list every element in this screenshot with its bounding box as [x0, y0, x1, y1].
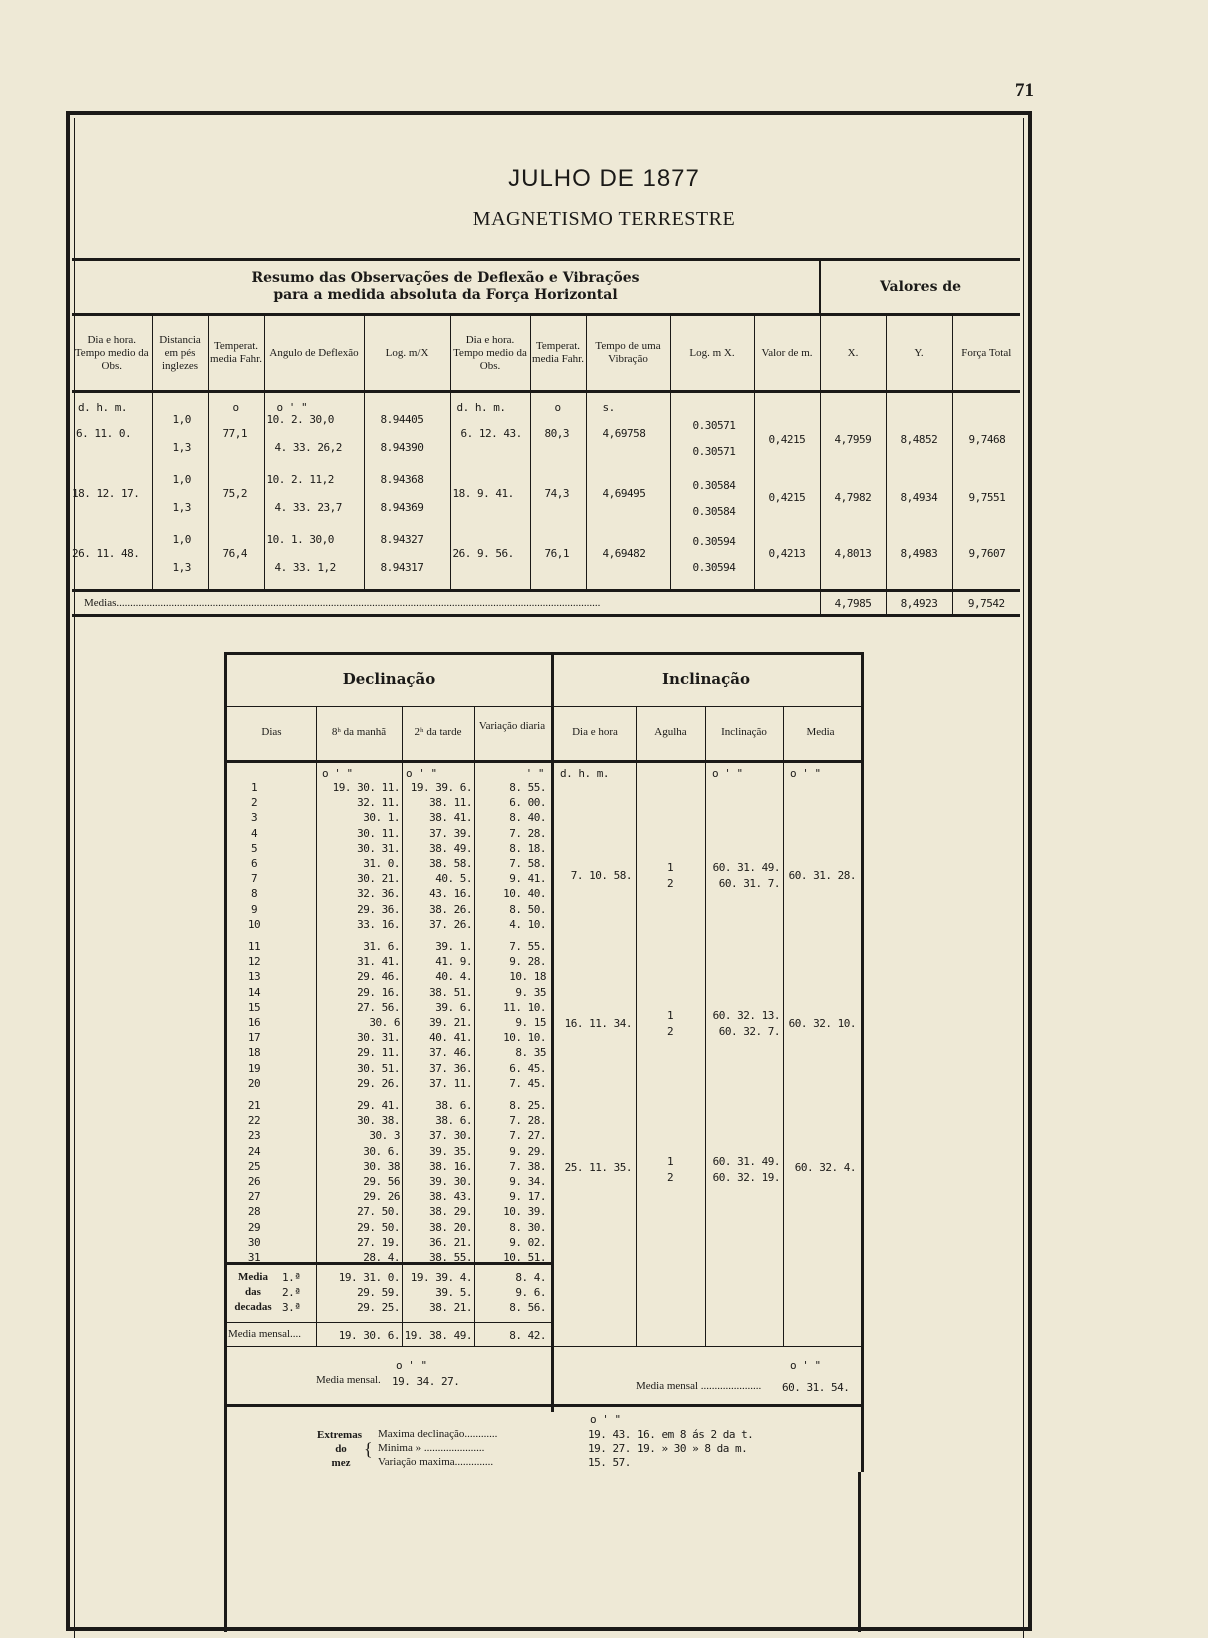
decl-manha: 31. 6. [363, 940, 400, 953]
unit-deg-2: o [554, 401, 561, 414]
decl-variacao: 11. 10. [503, 1000, 546, 1014]
resumo-dia-hora-2: 26. 9. 56. [452, 547, 514, 560]
decl-manha: 30. 6. [363, 1144, 400, 1158]
extremas-maxima-value: 19. 43. 16. em 8 ás 2 da t. [588, 1428, 754, 1441]
decl-variacao: 4. 10. [509, 917, 546, 931]
resumo-forca: 9,7468 [968, 433, 1006, 446]
divider [227, 760, 861, 763]
decl-dia: 15 [247, 1000, 261, 1014]
decl-variacao: 9. 29. [509, 1144, 546, 1158]
incl-dia-hora: 25. 11. 35. [564, 1161, 632, 1174]
incl-dia-hora: 7. 10. 58. [570, 869, 632, 882]
decl-manha: 29. 36. [357, 902, 400, 916]
extremas-maxima-label: Maxima declinação............ [378, 1428, 498, 1440]
decl-tarde: 38. 11. [429, 796, 472, 810]
decl-tarde: 38. 20. [429, 1220, 472, 1234]
incl-media: 60. 31. 28. [788, 869, 856, 882]
extremas-label: Extremas do mez [316, 1429, 362, 1469]
unit-tarde: o ' " [406, 767, 437, 780]
resumo-log: 8.94405 [380, 413, 424, 426]
decl-tarde: 39. 21. [429, 1016, 472, 1029]
col-y: Y. [886, 315, 952, 392]
inclinacao-title: Inclinação [662, 670, 750, 688]
decl-tarde: 38. 6. [435, 1114, 472, 1128]
incl-media: 60. 32. 10. [788, 1017, 856, 1030]
decl-dia: 12 [247, 955, 261, 969]
decl-variacao: 9. 34. [509, 1175, 546, 1188]
decl-manha: 30. 38. [357, 1114, 400, 1128]
unit-extremas: o ' " [590, 1413, 621, 1426]
col-dia-hora: Dia e hora [572, 726, 618, 738]
decl-manha: 29. 16. [357, 985, 400, 999]
decl-dia: 31 [247, 1251, 261, 1264]
decada-ordinal: 2.ª [282, 1286, 301, 1299]
decl-manha: 33. 16. [357, 917, 400, 931]
decl-variacao: 8. 50. [509, 902, 546, 916]
decl-variacao: 7. 27. [509, 1129, 546, 1143]
decl-manha: 31. 41. [357, 955, 400, 969]
col-x: X. [820, 315, 886, 392]
box-border-right [858, 1472, 861, 1632]
col-inclinacao: Inclinação [721, 726, 767, 738]
decl-manha: 28. 4. [363, 1251, 400, 1264]
extremas-brace: { [364, 1439, 373, 1459]
decl-tarde: 43. 16. [429, 887, 472, 901]
unit-incl-total: o ' " [790, 1359, 821, 1372]
resumo-tempo: 4,69482 [602, 547, 646, 560]
decl-variacao: 8. 55. [509, 781, 546, 794]
decl-manha: 19. 30. 11. [332, 781, 400, 794]
medias-y: 8,4923 [886, 591, 952, 616]
col-temperat: Temperat. media Fahr. [208, 315, 264, 392]
decl-tarde: 38. 49. [429, 841, 472, 855]
resumo-log-mX: 0.30594 [692, 535, 736, 548]
incl-value: 60. 32. 19. [712, 1171, 780, 1184]
decl-manha: 30. 11. [357, 826, 400, 840]
col-log-mX: Log. m X. [670, 315, 754, 392]
col-dias: Dias [261, 726, 282, 738]
media-mensal-label: Media mensal.... [228, 1328, 302, 1340]
decl-variacao: 7. 38. [509, 1159, 546, 1173]
col-angulo: Angulo de Deflexão [264, 315, 364, 392]
box-border-left [224, 1472, 227, 1632]
resumo-dia-hora-2: 18. 9. 41. [452, 487, 514, 500]
incl-agulha: 1 [666, 861, 674, 874]
decl-manha: 30. 31. [357, 1031, 400, 1045]
unit-incl-dhm: d. h. m. [560, 767, 609, 780]
resumo-log-mX: 0.30584 [692, 479, 736, 492]
unit-variacao: ' " [525, 767, 544, 780]
page-subtitle: MAGNETISMO TERRESTRE [472, 208, 736, 230]
incl-media: 60. 32. 4. [794, 1161, 856, 1174]
page-title: JULHO DE 1877 [508, 165, 700, 192]
decl-variacao: 8. 40. [509, 811, 546, 825]
media-mensal-variacao: 8. 42. [509, 1329, 546, 1342]
decl-variacao: 7. 55. [509, 940, 546, 953]
decl-tarde: 40. 41. [429, 1031, 472, 1045]
decl-tarde: 37. 30. [429, 1129, 472, 1143]
decl-dia: 16 [247, 1016, 261, 1029]
resumo-dia-hora: 6. 11. 0. [76, 427, 132, 440]
resumo-valor-m: 0,4215 [768, 433, 806, 446]
decl-tarde: 37. 39. [429, 826, 472, 840]
divider [636, 706, 637, 1346]
decl-dia: 2 [250, 796, 258, 810]
unit-manha: o ' " [322, 767, 353, 780]
col-tarde: 2ʰ da tarde [414, 726, 462, 738]
resumo-temp: 75,2 [222, 487, 247, 500]
decl-manha: 27. 50. [357, 1205, 400, 1219]
decl-dia: 11 [247, 940, 261, 953]
resumo-log: 8.94369 [380, 501, 424, 514]
resumo-dist: 1,0 [172, 533, 191, 546]
decl-dia: 4 [250, 826, 258, 840]
col-agulha: Agulha [654, 726, 687, 738]
decl-tarde: 38. 16. [429, 1159, 472, 1173]
resumo-log-mX: 0.30571 [692, 419, 736, 432]
decl-dia: 21 [247, 1099, 261, 1112]
decl-variacao: 8. 35 [515, 1046, 546, 1060]
divider [783, 706, 784, 1346]
incl-value: 60. 31. 49. [712, 1155, 780, 1168]
incl-agulha: 2 [666, 877, 674, 890]
extremas-minima-value: 19. 27. 19. » 30 » 8 da m. [588, 1442, 748, 1455]
decl-dia: 23 [247, 1129, 261, 1143]
incl-agulha: 1 [666, 1009, 674, 1022]
decl-manha: 29. 50. [357, 1220, 400, 1234]
incl-value: 60. 31. 49. [712, 861, 780, 874]
resumo-dist: 1,0 [172, 473, 191, 486]
resumo-log: 8.94317 [380, 561, 424, 574]
decl-dia: 19 [247, 1061, 261, 1075]
resumo-forca: 9,7607 [968, 547, 1006, 560]
divider [227, 1404, 861, 1407]
divider [227, 1322, 551, 1323]
decl-variacao: 8. 25. [509, 1099, 546, 1112]
declinacao-title: Declinação [342, 670, 436, 688]
decl-dia: 29 [247, 1220, 261, 1234]
incl-media-mensal-value: 60. 31. 54. [782, 1381, 850, 1394]
decl-manha: 30. 6 [369, 1016, 400, 1029]
media-mensal-total-value: 19. 34. 27. [392, 1375, 460, 1388]
col-manha: 8ʰ da manhã [331, 726, 387, 738]
resumo-valor-m: 0,4213 [768, 547, 806, 560]
resumo-x: 4,8013 [834, 547, 872, 560]
resumo-table [72, 258, 1020, 617]
decl-manha: 30. 1. [363, 811, 400, 825]
decl-dia: 27 [247, 1190, 261, 1204]
decl-variacao: 10. 18 [509, 970, 546, 984]
decl-manha: 29. 46. [357, 970, 400, 984]
resumo-temp-2: 76,1 [544, 547, 569, 560]
incl-value: 60. 31. 7. [718, 877, 780, 890]
decl-variacao: 7. 58. [509, 857, 546, 870]
media-mensal-tarde: 19. 38. 49. [404, 1329, 472, 1342]
incl-value: 60. 32. 13. [712, 1009, 780, 1022]
decl-dia: 24 [247, 1144, 261, 1158]
resumo-angulo: 10. 2. 30,0 [266, 413, 334, 426]
col-dia-hora-2: Dia e hora. Tempo medio da Obs. [450, 315, 530, 392]
decl-dia: 1 [250, 781, 258, 794]
decl-manha: 29. 26. [357, 1076, 400, 1090]
decl-tarde: 39. 30. [429, 1175, 472, 1188]
resumo-temp-2: 80,3 [544, 427, 569, 440]
incl-agulha: 1 [666, 1155, 674, 1168]
decl-manha: 30. 38 [363, 1159, 400, 1173]
decl-variacao: 8. 30. [509, 1220, 546, 1234]
decl-manha: 29. 11. [357, 1046, 400, 1060]
decl-dia: 3 [250, 811, 258, 825]
incl-value: 60. 32. 7. [718, 1025, 780, 1038]
decl-manha: 27. 19. [357, 1235, 400, 1249]
decl-tarde: 38. 51. [429, 985, 472, 999]
decl-dia: 6 [250, 857, 258, 870]
decl-dia: 28 [247, 1205, 261, 1219]
decada-manha: 29. 59. [357, 1286, 400, 1299]
resumo-y: 8,4983 [900, 547, 938, 560]
decl-tarde: 40. 5. [435, 872, 472, 886]
decada-tarde: 38. 21. [429, 1301, 472, 1314]
decl-tarde: 37. 46. [429, 1046, 472, 1060]
decl-tarde: 37. 36. [429, 1061, 472, 1075]
decl-tarde: 39. 1. [435, 940, 472, 953]
decada-manha: 29. 25. [357, 1301, 400, 1314]
decada-variacao: 8. 56. [509, 1301, 546, 1314]
col-dia-hora: Dia e hora. Tempo medio da Obs. [72, 315, 152, 392]
divider [474, 706, 475, 1346]
divider [227, 1346, 861, 1347]
resumo-y: 8,4852 [900, 433, 938, 446]
decl-manha: 27. 56. [357, 1000, 400, 1014]
media-decadas-label: Media das decadas [234, 1271, 272, 1313]
incl-agulha: 2 [666, 1025, 674, 1038]
decl-tarde: 19. 39. 6. [410, 781, 472, 794]
resumo-temp-2: 74,3 [544, 487, 569, 500]
decl-dia: 13 [247, 970, 261, 984]
resumo-temp: 76,4 [222, 547, 247, 560]
media-mensal-total-label: Media mensal. [316, 1374, 381, 1386]
resumo-dist: 1,3 [172, 501, 191, 514]
decl-dia: 18 [247, 1046, 261, 1060]
resumo-dist: 1,3 [172, 441, 191, 454]
decl-variacao: 9. 35 [515, 985, 546, 999]
decl-variacao: 7. 28. [509, 1114, 546, 1128]
resumo-dia-hora: 18. 12. 17. [72, 487, 140, 500]
col-forca-total: Força Total [952, 315, 1020, 392]
decl-dia: 22 [247, 1114, 261, 1128]
resumo-dist: 1,0 [172, 413, 191, 426]
resumo-log: 8.94368 [380, 473, 424, 486]
decl-variacao: 7. 28. [509, 826, 546, 840]
incl-media-mensal-label: Media mensal ...................... [636, 1380, 762, 1392]
decl-dia: 7 [250, 872, 258, 886]
decl-dia: 10 [247, 917, 261, 931]
decl-manha: 32. 36. [357, 887, 400, 901]
decl-dia: 8 [250, 887, 258, 901]
unit-angle: o ' " [276, 401, 308, 414]
decl-manha: 30. 3 [369, 1129, 400, 1143]
decl-variacao: 10. 40. [503, 887, 546, 901]
decl-tarde: 40. 4. [435, 970, 472, 984]
decada-tarde: 19. 39. 4. [410, 1271, 472, 1284]
medias-label: Medias................................................................................................................................................................................ [72, 591, 820, 616]
decl-manha: 30. 51. [357, 1061, 400, 1075]
unit-total-decl: o ' " [396, 1359, 427, 1372]
col-temperat-2: Temperat. media Fahr. [530, 315, 586, 392]
decada-tarde: 39. 5. [435, 1286, 472, 1299]
resumo-x: 4,7959 [834, 433, 872, 446]
decl-manha: 30. 21. [357, 872, 400, 886]
decl-tarde: 37. 11. [429, 1076, 472, 1090]
decl-variacao: 10. 39. [503, 1205, 546, 1219]
medias-x: 4,7985 [820, 591, 886, 616]
decl-dia: 17 [247, 1031, 261, 1045]
col-variacao: Variação diaria [478, 720, 546, 732]
decada-manha: 19. 31. 0. [338, 1271, 400, 1284]
decl-variacao: 8. 18. [509, 841, 546, 855]
resumo-y: 8,4934 [900, 491, 938, 504]
unit-media: o ' " [790, 767, 821, 780]
unit-deg: o [232, 401, 239, 414]
decl-variacao: 10. 10. [503, 1031, 546, 1045]
medias-forca: 9,7542 [952, 591, 1020, 616]
decl-variacao: 7. 45. [509, 1076, 546, 1090]
incl-agulha: 2 [666, 1171, 674, 1184]
extremas-variacao-value: 15. 57. [588, 1456, 631, 1469]
divider [551, 652, 554, 1412]
resumo-tempo: 4,69495 [602, 487, 646, 500]
decl-tarde: 37. 26. [429, 917, 472, 931]
resumo-title: Resumo das Observações de Deflexão e Vibrações para a medida absoluta da Força Horizontal [72, 260, 820, 315]
extremas-variacao-label: Variação maxima.............. [378, 1456, 494, 1468]
decl-manha: 29. 26 [363, 1190, 400, 1204]
decl-dia: 30 [247, 1235, 261, 1249]
divider [227, 706, 861, 707]
resumo-log: 8.94327 [380, 533, 424, 546]
decl-dia: 26 [247, 1175, 261, 1188]
decl-tarde: 38. 6. [435, 1099, 472, 1112]
decl-manha: 30. 31. [357, 841, 400, 855]
col-tempo-vibracao: Tempo de uma Vibração [586, 315, 670, 392]
media-mensal-manha: 19. 30. 6. [338, 1329, 400, 1342]
decada-ordinal: 3.ª [282, 1301, 301, 1314]
decl-variacao: 9. 41. [509, 872, 546, 886]
incl-dia-hora: 16. 11. 34. [564, 1017, 632, 1030]
decl-variacao: 9. 17. [509, 1190, 546, 1204]
decl-tarde: 38. 29. [429, 1205, 472, 1219]
decada-variacao: 8. 4. [515, 1271, 546, 1284]
resumo-log: 8.94390 [380, 441, 424, 454]
decl-variacao: 9. 28. [509, 955, 546, 969]
decada-ordinal: 1.ª [282, 1271, 301, 1284]
decl-tarde: 36. 21. [429, 1235, 472, 1249]
decl-tarde: 38. 55. [429, 1251, 472, 1264]
decl-dia: 25 [247, 1159, 261, 1173]
col-log-mx: Log. m/X [364, 315, 450, 392]
resumo-log-mX: 0.30594 [692, 561, 736, 574]
resumo-valor-m: 0,4215 [768, 491, 806, 504]
decl-tarde: 38. 43. [429, 1190, 472, 1204]
decl-tarde: 39. 6. [435, 1000, 472, 1014]
resumo-angulo: 10. 2. 11,2 [266, 473, 334, 486]
decl-variacao: 9. 15 [515, 1016, 546, 1029]
decl-tarde: 38. 26. [429, 902, 472, 916]
decl-tarde: 38. 41. [429, 811, 472, 825]
resumo-tempo: 4,69758 [602, 427, 646, 440]
decl-dia: 9 [250, 902, 258, 916]
decl-tarde: 38. 58. [429, 857, 472, 870]
resumo-angulo: 10. 1. 30,0 [266, 533, 334, 546]
decl-manha: 29. 41. [357, 1099, 400, 1112]
unit-incl: o ' " [712, 767, 743, 780]
decl-tarde: 41. 9. [435, 955, 472, 969]
unit-s: s. [602, 401, 615, 414]
decl-variacao: 9. 02. [509, 1235, 546, 1249]
extremas-minima-label: Minima » ...................... [378, 1442, 485, 1454]
unit-dhm-2: d. h. m. [456, 401, 506, 414]
resumo-dist: 1,3 [172, 561, 191, 574]
col-media: Media [806, 726, 835, 738]
decl-manha: 32. 11. [357, 796, 400, 810]
decl-manha: 29. 56 [363, 1175, 400, 1188]
resumo-log-mX: 0.30584 [692, 505, 736, 518]
resumo-forca: 9,7551 [968, 491, 1006, 504]
col-valor-m: Valor de m. [754, 315, 820, 392]
decl-dia: 20 [247, 1076, 261, 1090]
resumo-dia-hora: 26. 11. 48. [72, 547, 140, 560]
resumo-angulo: 4. 33. 23,7 [274, 501, 342, 514]
resumo-angulo: 4. 33. 26,2 [274, 441, 342, 454]
decl-variacao: 6. 00. [509, 796, 546, 810]
decl-dia: 14 [247, 985, 261, 999]
resumo-x: 4,7982 [834, 491, 872, 504]
decl-manha: 31. 0. [363, 857, 400, 870]
valores-title: Valores de [820, 260, 1020, 315]
resumo-angulo: 4. 33. 1,2 [274, 561, 336, 574]
page-number: 71 [1015, 80, 1034, 101]
col-distancia: Distancia em pés inglezes [152, 315, 208, 392]
decl-dia: 5 [250, 841, 258, 855]
decl-variacao: 6. 45. [509, 1061, 546, 1075]
resumo-temp: 77,1 [222, 427, 247, 440]
decada-variacao: 9. 6. [515, 1286, 546, 1299]
resumo-log-mX: 0.30571 [692, 445, 736, 458]
unit-dhm: d. h. m. [78, 401, 127, 414]
resumo-dia-hora-2: 6. 12. 43. [460, 427, 522, 440]
decl-variacao: 10. 51. [503, 1251, 546, 1264]
decl-tarde: 39. 35. [429, 1144, 472, 1158]
